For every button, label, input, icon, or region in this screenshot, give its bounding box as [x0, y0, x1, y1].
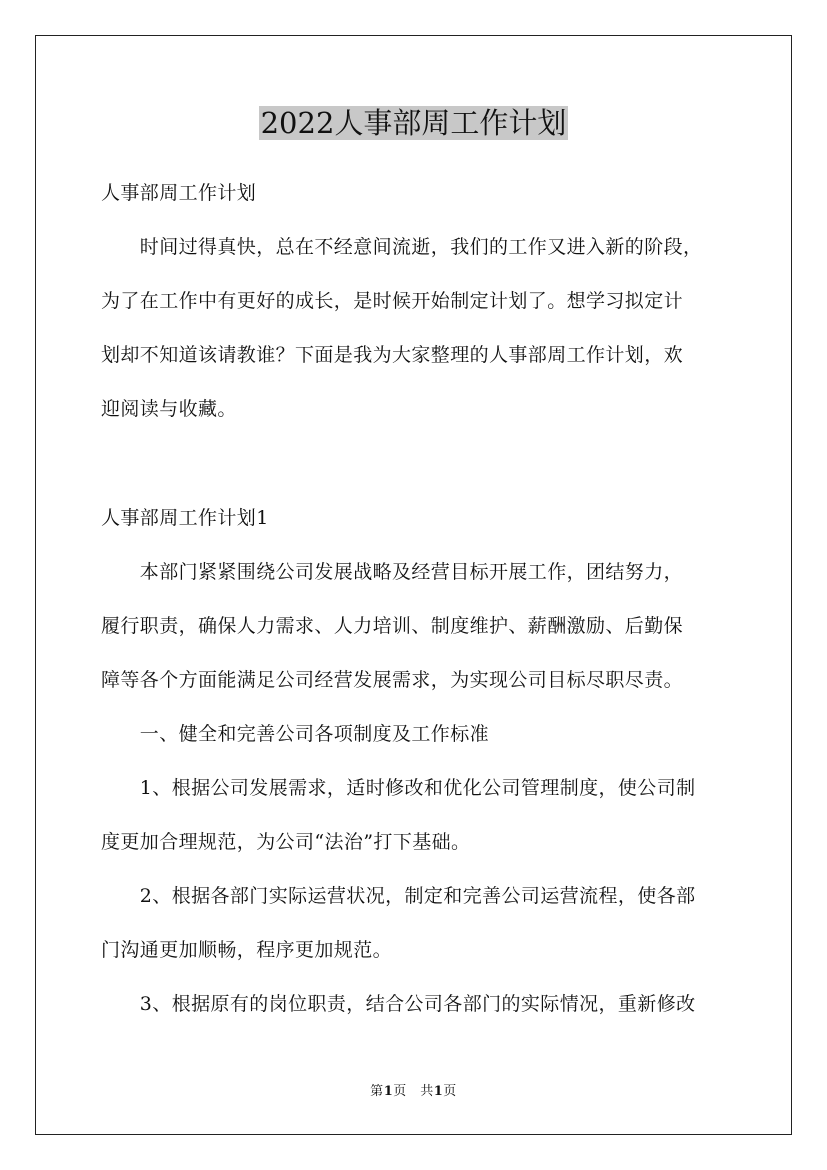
paragraph-line: 障等各个方面能满足公司经营发展需求，为实现公司目标尽职尽责。	[101, 669, 684, 691]
page-footer	[0, 1084, 827, 1100]
paragraph-line: 为了在工作中有更好的成长，是时候开始制定计划了。想学习拟定计	[101, 290, 684, 312]
section-heading: 人事部周工作计划1	[101, 507, 269, 529]
paragraph-line: 划却不知道该请教谁？下面是我为大家整理的人事部周工作计划，欢	[101, 344, 684, 366]
paragraph-line: 迎阅读与收藏。	[101, 398, 237, 420]
paragraph-line: 履行职责，确保人力需求、人力培训、制度维护、薪酬激励、后勤保	[101, 615, 684, 637]
paragraph-line: 度更加合理规范，为公司“法治”打下基础。	[101, 831, 471, 853]
section-heading: 人事部周工作计划	[101, 182, 257, 204]
footer-mid: 页 共	[393, 1084, 434, 1099]
footer-page-number: 1	[383, 1084, 394, 1099]
footer-prefix: 第	[370, 1084, 384, 1099]
paragraph-line: 1、根据公司发展需求，适时修改和优化公司管理制度，使公司制	[101, 777, 696, 799]
footer-page-total: 1	[433, 1084, 444, 1099]
paragraph-line: 时间过得真快，总在不经意间流逝，我们的工作又进入新的阶段，	[101, 236, 703, 258]
paragraph-line: 3、根据原有的岗位职责，结合公司各部门的实际情况，重新修改	[101, 993, 696, 1015]
paragraph-line: 2、根据各部门实际运营状况，制定和完善公司运营流程，使各部	[101, 885, 696, 907]
footer-suffix: 页	[443, 1084, 457, 1099]
paragraph-line: 门沟通更加顺畅，程序更加规范。	[101, 939, 393, 961]
document-title: 2022人事部周工作计划	[260, 106, 567, 140]
subheading: 一、健全和完善公司各项制度及工作标准	[101, 723, 490, 745]
paragraph-line: 本部门紧紧围绕公司发展战略及经营目标开展工作，团结努力，	[101, 561, 684, 583]
